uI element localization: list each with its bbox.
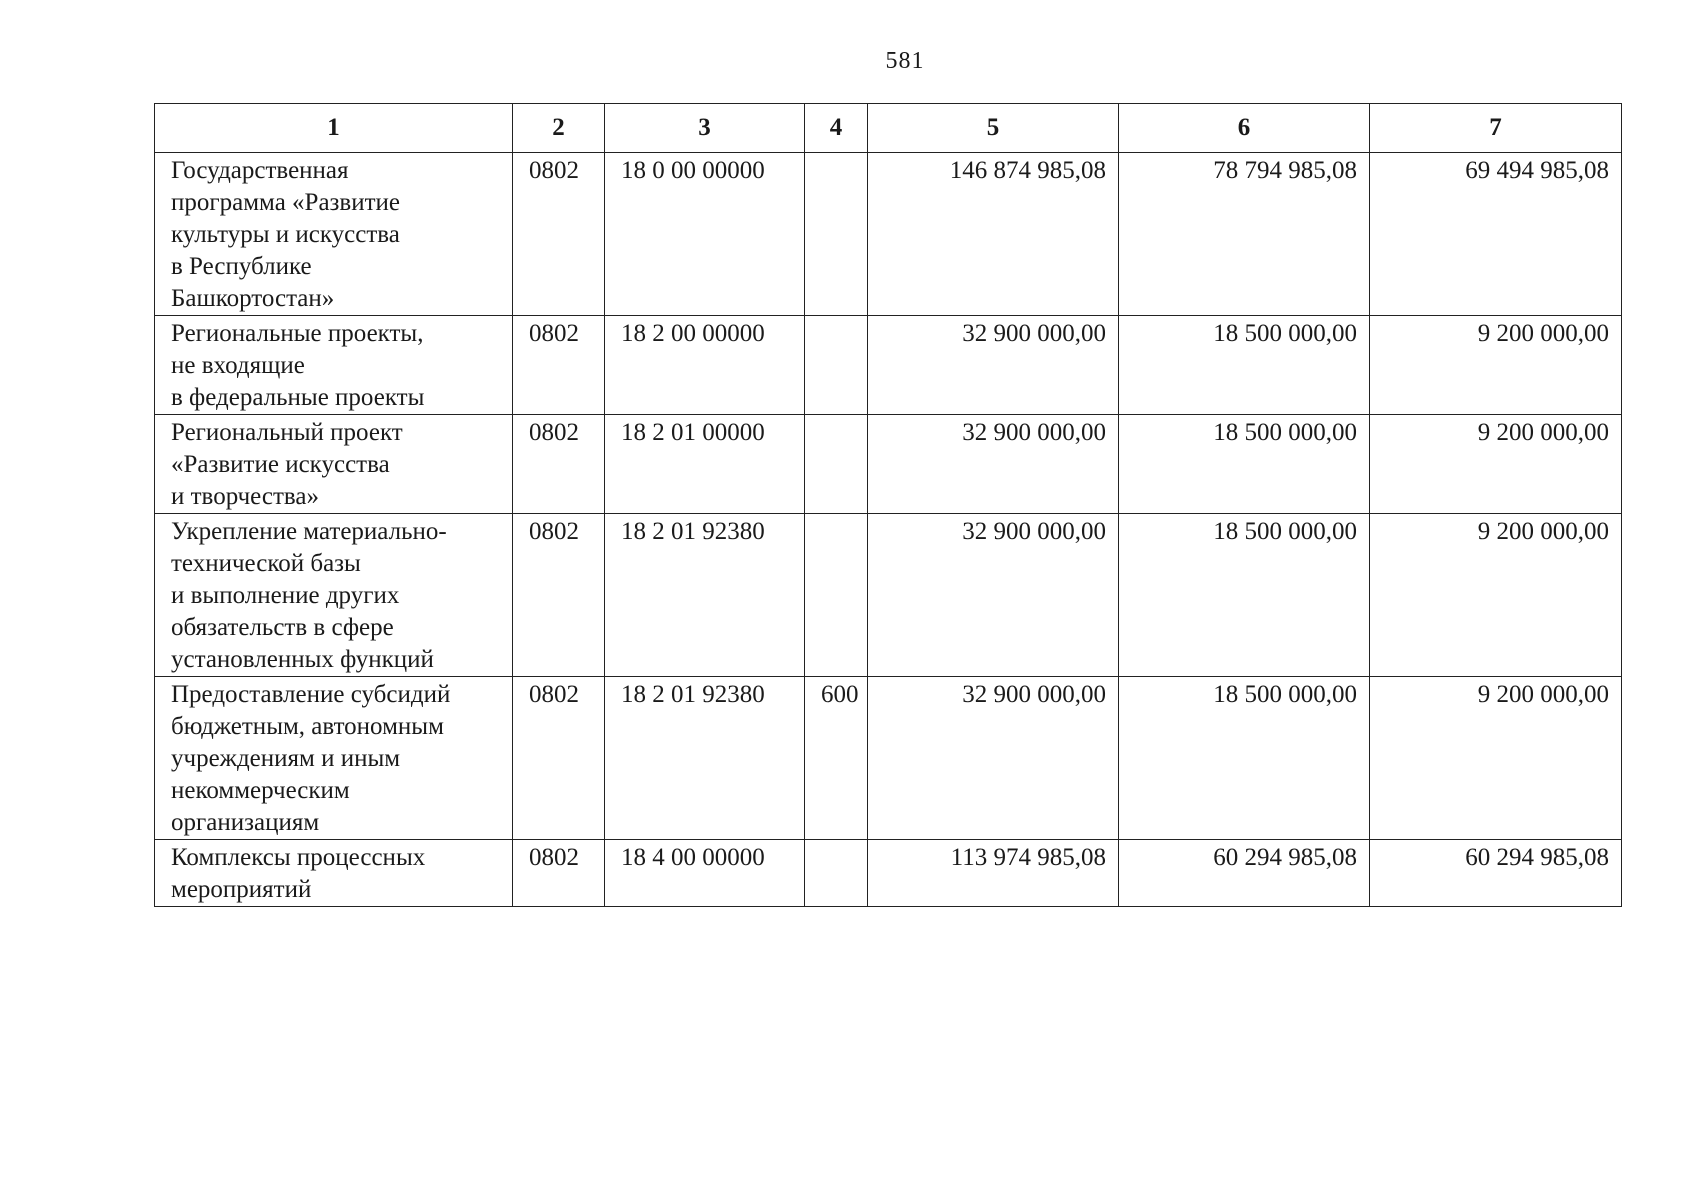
item-name-line: Региональный проект (171, 419, 403, 446)
item-name-line: Государственная (171, 157, 349, 184)
page-number: 581 (885, 48, 925, 74)
expense-type-cell (805, 153, 868, 316)
item-name-line: Башкортостан» (171, 285, 335, 312)
item-name-cell (155, 153, 513, 316)
section-code-cell: 0802 (513, 415, 605, 514)
item-name-line: программа «Развитие (171, 189, 401, 216)
expense-type-cell (805, 316, 868, 415)
target-article-cell: 18 2 01 92380 (605, 677, 805, 840)
amount-col5-cell: 113 974 985,08 (868, 840, 1119, 907)
item-name-line: бюджетным, автономным (171, 713, 444, 740)
section-code-cell: 0802 (513, 153, 605, 316)
amount-col6-cell: 18 500 000,00 (1119, 514, 1370, 677)
item-name-cell (155, 514, 513, 677)
item-name-line: Комплексы процессных (171, 844, 426, 871)
item-name-line: не входящие (171, 352, 305, 379)
expense-type-cell: 600 (805, 677, 868, 840)
amount-col7-cell: 9 200 000,00 (1370, 316, 1622, 415)
target-article-cell: 18 4 00 00000 (605, 840, 805, 907)
target-article-cell: 18 2 00 00000 (605, 316, 805, 415)
item-name-line: учреждениям и иным (171, 745, 401, 772)
expense-type-cell (805, 415, 868, 514)
header-cell: 7 (1370, 104, 1622, 153)
item-name-cell (155, 415, 513, 514)
section-code-cell: 0802 (513, 316, 605, 415)
table-row (155, 153, 1622, 316)
item-name-line: Предоставление субсидий (171, 681, 451, 708)
item-name-line: установленных функций (171, 646, 434, 673)
item-name-line: и выполнение других (171, 582, 400, 609)
header-cell: 5 (868, 104, 1119, 153)
section-code-cell: 0802 (513, 677, 605, 840)
item-name-line: организациям (171, 809, 320, 836)
item-name-cell (155, 316, 513, 415)
table-row (155, 415, 1622, 514)
item-name-cell (155, 677, 513, 840)
header-cell: 4 (805, 104, 868, 153)
header-cell: 3 (605, 104, 805, 153)
header-cell: 6 (1119, 104, 1370, 153)
item-name-line: культуры и искусства (171, 221, 400, 248)
section-code-cell: 0802 (513, 840, 605, 907)
target-article-cell: 18 0 00 00000 (605, 153, 805, 316)
item-name-line: технической базы (171, 550, 361, 577)
item-name-line: некоммерческим (171, 777, 350, 804)
item-name-line: в Республике (171, 253, 312, 280)
table-row (155, 840, 1622, 907)
amount-col7-cell: 9 200 000,00 (1370, 514, 1622, 677)
amount-col6-cell: 18 500 000,00 (1119, 316, 1370, 415)
amount-col6-cell: 18 500 000,00 (1119, 415, 1370, 514)
item-name-line: мероприятий (171, 876, 312, 903)
item-name-line: и творчества» (171, 483, 319, 510)
budget-table (154, 103, 1622, 907)
item-name-cell (155, 840, 513, 907)
amount-col6-cell: 78 794 985,08 (1119, 153, 1370, 316)
section-code-cell: 0802 (513, 514, 605, 677)
table-row (155, 514, 1622, 677)
amount-col6-cell: 60 294 985,08 (1119, 840, 1370, 907)
header-row (155, 104, 1622, 153)
amount-col7-cell: 9 200 000,00 (1370, 415, 1622, 514)
item-name-line: Региональные проекты, (171, 320, 424, 347)
table-row (155, 316, 1622, 415)
amount-col5-cell: 32 900 000,00 (868, 514, 1119, 677)
item-name-line: в федеральные проекты (171, 384, 425, 411)
amount-col5-cell: 32 900 000,00 (868, 415, 1119, 514)
expense-type-cell (805, 514, 868, 677)
header-cell: 2 (513, 104, 605, 153)
amount-col7-cell: 69 494 985,08 (1370, 153, 1622, 316)
amount-col5-cell: 32 900 000,00 (868, 316, 1119, 415)
amount-col5-cell: 146 874 985,08 (868, 153, 1119, 316)
header-cell: 1 (155, 104, 513, 153)
item-name-line: «Развитие искусства (171, 451, 390, 478)
amount-col5-cell: 32 900 000,00 (868, 677, 1119, 840)
amount-col7-cell: 9 200 000,00 (1370, 677, 1622, 840)
target-article-cell: 18 2 01 00000 (605, 415, 805, 514)
item-name-line: обязательств в сфере (171, 614, 394, 641)
target-article-cell: 18 2 01 92380 (605, 514, 805, 677)
amount-col7-cell: 60 294 985,08 (1370, 840, 1622, 907)
expense-type-cell (805, 840, 868, 907)
item-name-line: Укрепление материально- (171, 518, 447, 545)
table-row (155, 677, 1622, 840)
amount-col6-cell: 18 500 000,00 (1119, 677, 1370, 840)
